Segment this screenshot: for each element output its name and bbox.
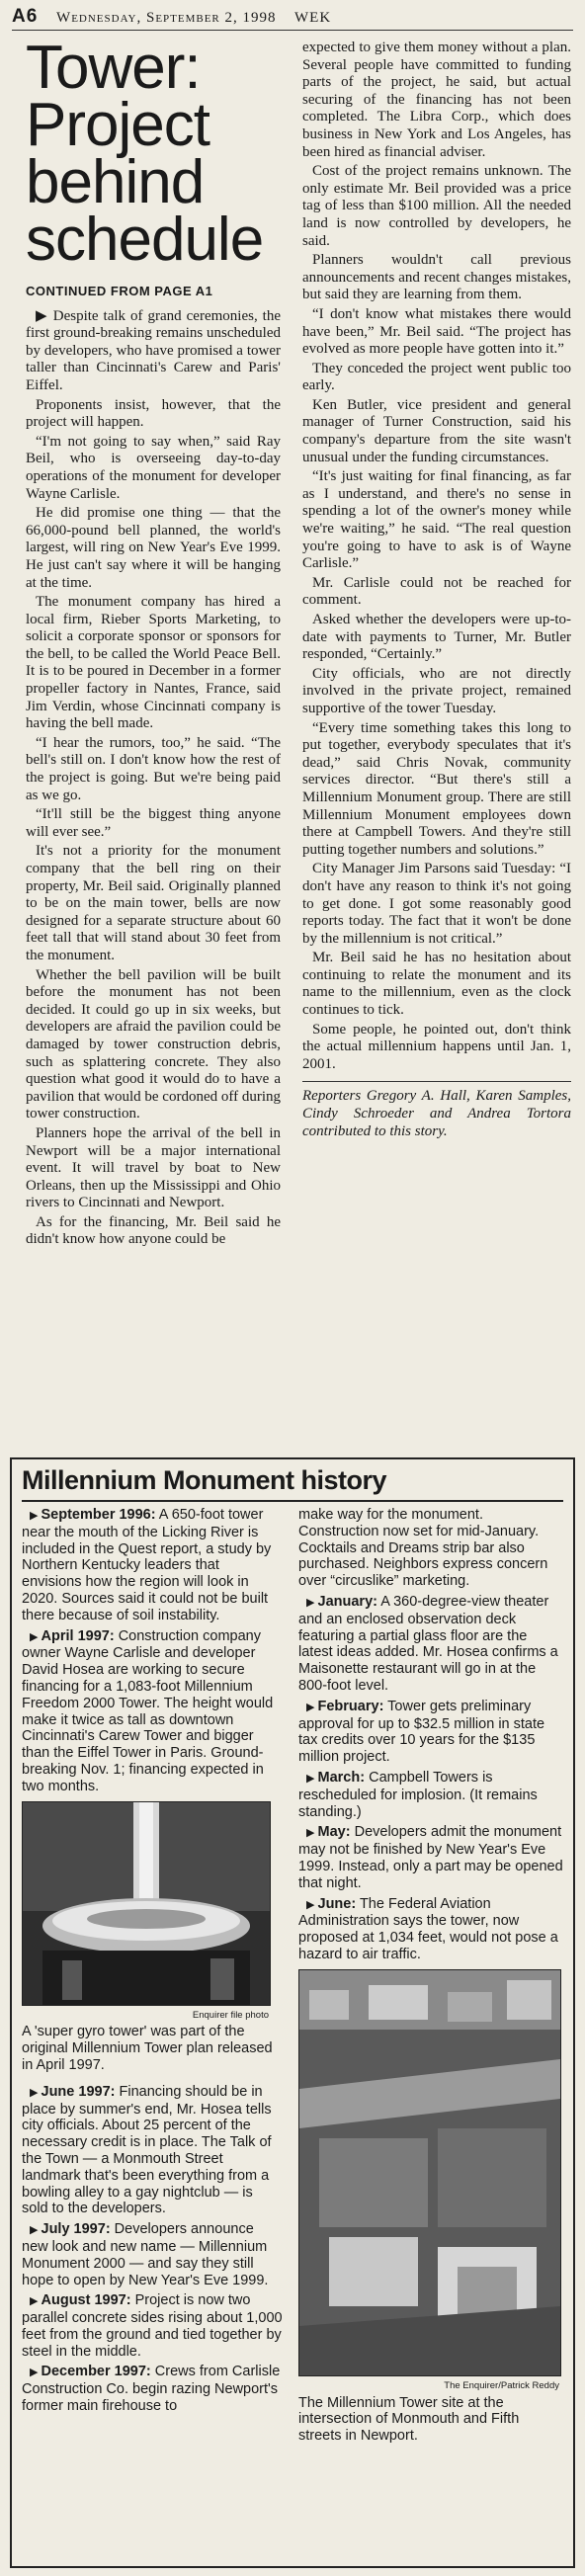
folio bbox=[12, 6, 573, 32]
entry-date: March: bbox=[317, 1769, 366, 1786]
timeline-entry bbox=[22, 2292, 283, 2360]
entry-date: December 1997: bbox=[41, 2364, 151, 2380]
triangle-bullet-icon: ▶ bbox=[30, 2224, 42, 2237]
timeline-entry bbox=[298, 1896, 563, 1963]
photo-caption: The Millennium Tower site at the intersection of Monmouth and Fifth streets in Newport. bbox=[298, 2394, 520, 2445]
entry-date: June 1997: bbox=[41, 2083, 116, 2100]
headline-line: schedule bbox=[26, 206, 264, 274]
paragraph: “I'm not going to say when,” said Ray Beil, who is overseeing day-to-day operations of the monument for developer Wayne Carlisle. bbox=[26, 433, 281, 502]
paragraph: Cost of the project remains unknown. The only estimate Mr. Beil provided was a price tag of less than $100 million. All the needed land is now controlled by developers, he said. bbox=[302, 163, 571, 249]
photo-credit: The Enquirer/Patrick Reddy bbox=[444, 2379, 559, 2391]
timeline-entry bbox=[298, 1770, 563, 1820]
paragraph: “It'll still be the biggest thing anyone will ever see.” bbox=[26, 806, 281, 840]
entry-text: Developers announce new look and new name — Millennium Monument 2000 — and say they still hope to open by New Year's Eve 1999. bbox=[22, 2221, 269, 2288]
entry-text: Construction company owner Wayne Carlisle and developer David Hosea are working to secure financing for a 1,083-foot Millennium Freedom 2000 Tower. The height would make it twice as tall as downtown Cincinnati's Carew Tower and bigger than the Eiffel Tower in Paris. Ground-breaking Nov. 1; financing expected in two months. bbox=[22, 1627, 274, 1794]
folio-date: Wednesday, September 2, 1998 bbox=[56, 10, 277, 26]
headline-line: Project bbox=[26, 91, 209, 159]
paragraph: Ken Butler, vice president and general manager of Turner Construction, said his company's departure from the site wasn't unusual under the funding circumstances. bbox=[302, 396, 571, 465]
triangle-bullet-icon: ▶ bbox=[306, 1596, 318, 1609]
headline-line: behind bbox=[26, 148, 205, 216]
paragraph: Proponents insist, however, that the project will happen. bbox=[26, 396, 281, 431]
triangle-bullet-icon: ▶ bbox=[30, 1630, 42, 1643]
timeline-entry bbox=[22, 2084, 283, 2217]
sidebar-column-2 bbox=[298, 1507, 563, 2445]
triangle-bullet-icon: ▶ bbox=[30, 1510, 42, 1522]
headline-line: Tower: bbox=[26, 34, 201, 102]
triangle-bullet-icon: ▶ bbox=[30, 2295, 42, 2308]
paragraph: Planners hope the arrival of the bell in Newport will be a major international event. It will travel by boat to New Orleans, then up the Mississippi and Ohio rivers to Cincinnati and Newport. bbox=[26, 1124, 281, 1211]
entry-date: September 1996: bbox=[41, 1507, 156, 1523]
photo-caption: A 'super gyro tower' was part of the original Millennium Tower plan released in April 1997. bbox=[22, 2024, 273, 2073]
entry-date: April 1997: bbox=[41, 1627, 115, 1644]
jump-line: CONTINUED FROM PAGE A1 bbox=[26, 284, 213, 298]
paragraph: Some people, he pointed out, don't think the actual millennium happens until Jan. 1, 2001. bbox=[302, 1021, 571, 1072]
gyro-tower-photo bbox=[22, 1801, 271, 2006]
entry-text: Developers admit the monument may not be finished by New Year's Eve 1999. Instead, only a part may be opened that night. bbox=[298, 1824, 563, 1891]
triangle-bullet-icon: ▶ bbox=[306, 1772, 318, 1785]
paragraph: City officials, who are not directly involved in the private project, remained supportive of the tower Tuesday. bbox=[302, 665, 571, 716]
entry-text: A 360-degree-view theater and an enclosed observation deck featuring a partial glass floor are the latest ideas added. Mr. Hosea confirms a Maisonette restaurant will go in at the 800-foot level. bbox=[298, 1593, 558, 1694]
entry-text: Financing should be in place by summer's end, Mr. Hosea tells city officials. About 25 percent of the necessary credit is in place. The Talk of the Town — a Monmouth Street landmark that's been everything from a bowling alley to a gay nightclub — is sold to the developers. bbox=[22, 2083, 272, 2217]
paragraph: “It's just waiting for final financing, as far as I understand, and there's no sense in spending a lot of the owner's money while we're waiting,” he said. “The real question you're going to have to ask is of Wayne Carlisle.” bbox=[302, 468, 571, 572]
article-column-2 bbox=[302, 40, 571, 1140]
sidebar-column-1 bbox=[22, 1507, 283, 2419]
entry-text: Tower gets preliminary approval for up to $32.5 million in state tax credits over 10 years for the $135 million project. bbox=[298, 1698, 545, 1766]
gyro-tower-illustration bbox=[23, 1802, 270, 2005]
sidebar-rule bbox=[22, 1500, 563, 1502]
paragraph: “I don't know what mistakes there would have been,” Mr. Beil said. “The project has evolved as more people have gotten into it.” bbox=[302, 305, 571, 358]
paragraph: Planners wouldn't call previous announcements and recent changes mistakes, but said they are learning from them. bbox=[302, 252, 571, 303]
photo-credit: Enquirer file photo bbox=[192, 2009, 269, 2021]
timeline-entry bbox=[298, 1594, 563, 1695]
paragraph: Mr. Carlisle could not be reached for comment. bbox=[302, 574, 571, 609]
triangle-bullet-icon: ▶ bbox=[306, 1701, 318, 1713]
headline bbox=[26, 34, 281, 274]
entry-text: A 650-foot tower near the mouth of the Licking River is included in the Quest report, a study by Northern Kentucky leaders that envisions how the region will look in 2020. Sources said it could not be built there because of soil instability. bbox=[22, 1507, 272, 1623]
paragraph: “Every time something takes this long to put together, everybody speculates that it's dead,” said Chris Novak, community services director. “But there's still a Millennium Monument group. There are still Millennium Monument employees down there at Campbell Towers. And they're still putting together numbers and solutions.” bbox=[302, 719, 571, 858]
folio-section: WEK bbox=[294, 10, 332, 26]
paragraph: They conceded the project went public too early. bbox=[302, 360, 571, 394]
entry-date: August 1997: bbox=[41, 2292, 131, 2309]
paragraph: Asked whether the developers were up-to-date with payments to Turner, Mr. Butler responded, “Certainly.” bbox=[302, 612, 571, 663]
paragraph: “I hear the rumors, too,” he said. “The bell's still on. I don't know how the rest of the project is going. But we're being paid as we go. bbox=[26, 734, 281, 803]
entry-date: February: bbox=[317, 1698, 384, 1714]
entry-text: Campbell Towers is rescheduled for implosion. (It remains standing.) bbox=[298, 1769, 538, 1820]
entry-date: May: bbox=[317, 1824, 351, 1841]
triangle-bullet-icon: ▶ bbox=[30, 2086, 42, 2099]
paragraph: ▶ Despite talk of grand ceremonies, the first ground-breaking remains unscheduled by developers, who have promised a tower taller than Cincinnati's Carew and Paris' Eiffel. bbox=[26, 307, 281, 393]
entry-text: The Federal Aviation Administration says the tower, now proposed at 1,034 feet, would not pose a hazard to air traffic. bbox=[298, 1895, 558, 1962]
folio-rule bbox=[12, 30, 573, 31]
timeline-entry bbox=[298, 1824, 563, 1891]
entry-date: July 1997: bbox=[41, 2221, 111, 2238]
paragraph: expected to give them money without a plan. Several people have committed to funding parts of the project, he said, but actual securing of the financing has not been completed. The Libra Corp., which does business in New York and Los Angeles, has been hired as financial adviser. bbox=[302, 40, 571, 160]
timeline-entry bbox=[22, 1507, 283, 1624]
paragraph: Whether the bell pavilion will be built before the monument has not been decided. It could go up in six weeks, but developers are afraid the pavilion could be damaged by tower construction debris, such as splattering concrete. They also question what good it would do to have a pavilion that would be cordoned off during tower construction. bbox=[26, 966, 282, 1122]
triangle-bullet-icon: ▶ bbox=[306, 1898, 318, 1911]
entry-text: Project is now two parallel concrete sides rising about 1,000 feet from the ground and tied together by steel in the middle. bbox=[22, 2292, 283, 2360]
reporter-credit: Reporters Gregory A. Hall, Karen Samples, Cindy Schroeder and Andrea Tortora contributed to this story. bbox=[302, 1081, 571, 1140]
triangle-bullet-icon: ▶ bbox=[306, 1827, 318, 1840]
timeline-entry bbox=[22, 1628, 283, 1795]
paragraph: He did promise one thing — that the 66,000-pound bell planned, the world's largest, will ring on New Year's Eve 1999. He just can't say where it will be hanging at the time. bbox=[26, 505, 281, 591]
history-sidebar bbox=[10, 1457, 575, 2568]
timeline-entry bbox=[298, 1699, 563, 1766]
sidebar-title: Millennium Monument history bbox=[22, 1465, 386, 1495]
aerial-site-illustration bbox=[299, 1970, 560, 2375]
entry-date: January: bbox=[317, 1593, 377, 1610]
triangle-bullet-icon: ▶ bbox=[30, 2367, 42, 2379]
article-column-1 bbox=[26, 34, 282, 1251]
page-number: A6 bbox=[12, 6, 39, 27]
tower-site-photo bbox=[298, 1969, 561, 2376]
paragraph: The monument company has hired a local firm, Rieber Sports Marketing, to solicit a corporate sponsor or sponsors for the bell, to be called the World Peace Bell. It is to be poured in December in a former propeller factory in Nantes, France, said Jim Verdin, whose Cincinnati company is having the bell made. bbox=[26, 594, 281, 732]
timeline-entry bbox=[22, 2364, 283, 2414]
paragraph: City Manager Jim Parsons said Tuesday: “I don't have any reason to think it's not going to get done. I got some reasonably good reports today. The fact that it won't be done by the millennium is not critical.” bbox=[302, 861, 571, 947]
timeline-entry bbox=[22, 2221, 283, 2288]
entry-text: Crews from Carlisle Construction Co. begin razing Newport's former main firehouse to bbox=[22, 2364, 281, 2415]
timeline-entry: make way for the monument. Construction now set for mid-January. Cocktails and Dreams strip bar also purchased. Neighbors express concern over “circuslike” marketing. bbox=[298, 1507, 548, 1590]
paragraph: As for the financing, Mr. Beil said he didn't know how anyone could be bbox=[26, 1213, 281, 1248]
entry-date: June: bbox=[317, 1895, 357, 1912]
paragraph: Mr. Beil said he has no hesitation about continuing to relate the monument and its name to the millennium, even as the clock continues to tick. bbox=[302, 950, 571, 1019]
paragraph: It's not a priority for the monument company that the bell ring on their property, Mr. Beil said. Originally planned to be on the main tower, bells are now designed for a separate structure about 60 feet tall that will stand about 30 feet from the monument. bbox=[26, 843, 281, 963]
